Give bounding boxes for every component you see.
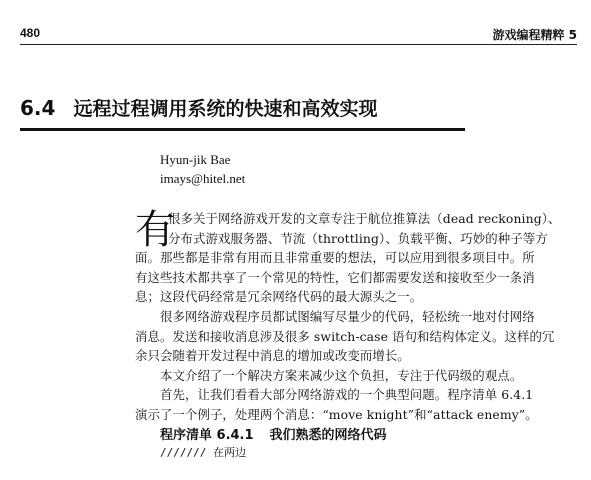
section-heading <box>20 94 377 121</box>
body-line: 本文介绍了一个解决方案来减少这个负担，专注于代码级的观点。 <box>135 367 523 383</box>
title-rule <box>20 128 465 131</box>
header-rule <box>20 44 577 45</box>
body-line: 演示了一个例子，处理两个消息：“move knight”和“attack enemy”。 <box>135 406 538 422</box>
body-line: 息；这段代码经常是冗余网络代码的最大源头之一。 <box>135 289 423 305</box>
code-line: /////// 在两边 <box>160 446 246 459</box>
body-line: 有这些技术都共享了一个常见的特性，它们都需要发送和接收至少一条消 <box>135 269 535 285</box>
page-header <box>20 26 577 44</box>
listing-label: 程序清单 6.4.1 <box>160 428 254 443</box>
listing-title <box>160 424 387 443</box>
section-title: 远程过程调用系统的快速和高效实现 <box>73 98 378 120</box>
drop-cap: 有 <box>135 207 175 253</box>
author-name: Hyun-jik Bae <box>160 152 231 167</box>
page-number: 480 <box>20 26 41 40</box>
body-line: 很多关于网络游戏开发的文章专注于航位推算法（dead reckoning）、 <box>168 211 561 226</box>
author-block <box>160 150 245 188</box>
body-line: 余只会随着开发过程中消息的增加或改变而增长。 <box>135 348 410 364</box>
body-line: 消息。发送和接收消息涉及很多 switch-case 语句和结构体定义。这样的冗 <box>135 328 555 344</box>
body-text <box>135 209 580 425</box>
section-number: 6.4 <box>20 96 56 120</box>
listing-caption: 我们熟悉的网络代码 <box>269 428 387 443</box>
author-email: imays@hitel.net <box>160 171 246 186</box>
body-line: 分布式游戏服务器、节流（throttling）、负载平衡、巧妙的种子等方 <box>168 230 548 246</box>
body-line: 很多网络游戏程序员都试图编写尽量少的代码，轻松统一地对付网络 <box>135 308 535 324</box>
body-line: 面。那些都是非常有用而且非常重要的想法，可以应用到很多项目中。所 <box>135 250 535 266</box>
body-line: 首先，让我们看看大部分网络游戏的一个典型问题。程序清单 6.4.1 <box>135 387 534 403</box>
running-head: 游戏编程精粹 5 <box>492 28 577 42</box>
